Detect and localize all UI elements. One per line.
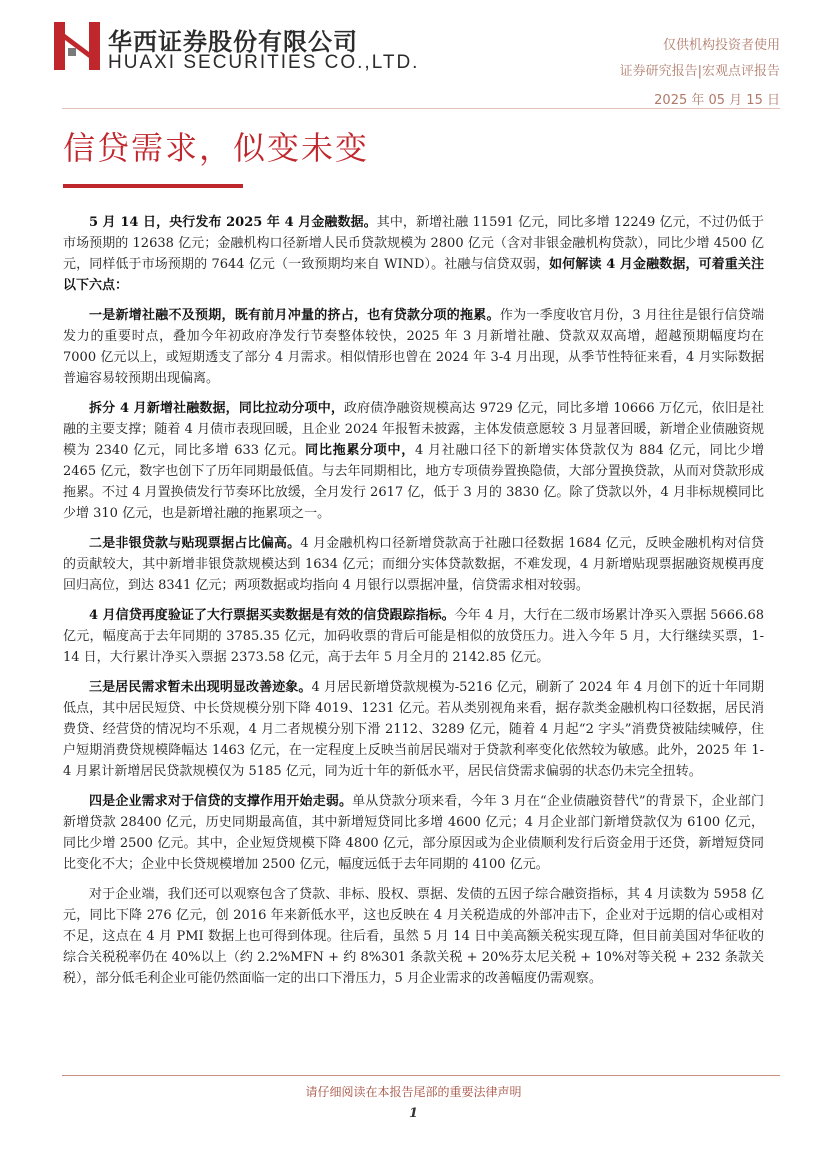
paragraph: [63, 791, 764, 875]
paragraph-highlight: 一是新增社融不及预期，既有前月冲量的挤占，也有贷款分项的拖累。: [89, 308, 500, 323]
paragraph-text: 政府债净融资规模高达 9729 亿元，同比多增 10666 万亿元，依旧是社融的主要支撑；随着 4 月债市表现回暖，且企业 2024 年报暂未披露，主体发债意愿较 3 月显著回暖，新增企业债融资规模为 2340 亿元，同比多增 633 亿元。: [63, 401, 764, 458]
paragraph-highlight: 四是企业需求对于信贷的支撑作用开始走弱。: [89, 794, 353, 809]
paragraph-text: 单从贷款分项来看，今年 3 月在“企业债融资替代”的背景下，企业部门新增贷款 28400 亿元，历史同期最高值，其中新增短贷同比多增 4600 亿元；4 月企业部门新增贷款仅为 6100 亿元，同比少增 2500 亿元。其中，企业短贷规模下降 4800 亿元，部分原因或为企业债顺利发行后资金用于还贷，新增短贷同比变化不大；企业中长贷规模增加 2500 亿元，幅度远低于去年同期的 4100 亿元。: [63, 794, 764, 872]
header-divider: [62, 108, 780, 109]
company-name-cn: 华西证券股份有限公司: [108, 28, 358, 56]
paragraph: [63, 677, 764, 782]
paragraph-text: 作为一季度收官月份，3 月往往是银行信贷端发力的重要时点，叠加今年初政府净发行节奏整体较快，2025 年 3 月新增社融、贷款双双高增，超越预期幅度均在 7000 亿元以上，或短期透支了部分 4 月需求。相似情形也曾在 2024 年 3-4 月出现，从季节性特征来看，4 月实际数据普遍容易较预期出现偏离。: [63, 308, 764, 386]
legal-disclaimer-link[interactable]: 请仔细阅读在本报告尾部的重要法律声明: [305, 1085, 522, 1099]
paragraph-text: 4 月居民新增贷款规模为-5216 亿元，刷新了 2024 年 4 月创下的近十年同期低点，其中居民短贷、中长贷规模分别下降 4019、1231 亿元。若从类别视角来看，据存款类金融机构口径数据，居民消费贷、经营贷的情况均不乐观，4 月二者规模分别下滑 2112、3289 亿元，随着 4 月起“2 字头”消费贷被陆续喊停，住户短期消费贷规模降幅达 1463 亿元，在一定程度上反映当前居民端对于贷款利率变化依然较为敏感。此外，2025 年 1-4 月累计新增居民贷款规模仅为 5185 亿元，同为近十年的新低水平，居民信贷需求偏弱的状态仍未完全扭转。: [63, 680, 764, 779]
page-number: 1: [408, 1106, 419, 1121]
report-body: [63, 212, 764, 998]
paragraph-text: 4 月金融机构口径新增贷款高于社融口径数据 1684 亿元，反映金融机构对信贷的贡献较大，其中新增非银贷款规模达到 1634 亿元；而细分实体贷款数据，不难发现，4 月新增贴现票据融资规模再度回归高位，到达 8341 亿元；两项数据或均指向 4 月银行以票据冲量，信贷需求相对较弱。: [63, 536, 764, 593]
paragraph-highlight: 如何解读 4 月金融数据，可着重关注以下六点：: [63, 257, 764, 293]
title-underline: [63, 184, 243, 188]
paragraph: [63, 605, 764, 668]
paragraph-highlight: 二是非银贷款与贴现票据占比偏高。: [89, 536, 301, 551]
paragraph-text: 今年 4 月，大行在二级市场累计净买入票据 5666.68 亿元，幅度高于去年同期的 3785.35 亿元，加码收票的背后可能是相似的放贷压力。进入今年 5 月，大行继续买票，1-14 日，大行累计净买入票据 2373.58 亿元，高于去年 5 月全月的 2142.85 亿元。: [63, 608, 764, 665]
paragraph-highlight: 4 月信贷再度验证了大行票据买卖数据是有效的信贷跟踪指标。: [89, 608, 455, 623]
footer-divider: [62, 1075, 780, 1076]
report-date: 2025 年 05 月 15 日: [654, 93, 780, 108]
paragraph: [63, 212, 764, 296]
paragraph-highlight: 拆分 4 月新增社融数据，同比拉动分项中，: [89, 401, 344, 416]
paragraph-highlight: 5 月 14 日，央行发布 2025 年 4 月金融数据。: [89, 215, 377, 230]
report-type: 证券研究报告|宏观点评报告: [619, 64, 780, 79]
paragraph-text: 4 月社融口径下的新增实体贷款仅为 884 亿元，同比少增 2465 亿元，数字也创下了历年同期最低值。与去年同期相比，地方专项债券置换隐债，大部分置换贷款，从而对贷款形成拖累。不过 4 月置换债发行节奏环比放缓，全月发行 2617 亿，低于 3 月的 3830 亿。除了贷款以外，4 月非标规模同比少增 310 亿元，也是新增社融的拖累项之一。: [63, 443, 764, 521]
paragraph-highlight: 同比拖累分项中，: [305, 443, 415, 458]
huaxi-logo-icon: [54, 22, 100, 70]
company-name-en: HUAXI SECURITIES CO.,LTD.: [108, 52, 420, 73]
paragraph-highlight: 三是居民需求暂未出现明显改善迹象。: [89, 680, 312, 695]
paragraph-text: 其中，新增社融 11591 亿元，同比多增 12249 亿元，不过仍低于市场预期的 12638 亿元；金融机构口径新增人民币贷款规模为 2800 亿元（含对非银金融机构贷款），同比少增 4500 亿元，同样低于市场预期的 7644 亿元（一致预期均来自 WIND）。社融与信贷双弱，: [63, 215, 765, 272]
paragraph: [63, 533, 764, 596]
paragraph: [63, 305, 764, 389]
report-title: 信贷需求，似变未变: [63, 129, 370, 167]
paragraph-text: 对于企业端，我们还可以观察包含了贷款、非标、股权、票据、发债的五因子综合融资指标，其 4 月读数为 5958 亿元，同比下降 276 亿元，创 2016 年来新低水平，这也反映在 4 月关税造成的外部冲击下，企业对于远期的信心或相对不足，这点在 4 月 PMI 数据上也可得到体现。往后看，虽然 5 月 14 日中美高额关税实现互降，但目前美国对华征收的综合关税税率仍在 40%以上（约 2.2%MFN + 约 8%301 条款关税 + 20%芬太尼关税 + 10%对等关税 + 232 条款关税），部分低毛利企业可能仍然面临一定的出口下滑压力，5 月企业需求的改善幅度仍需观察。: [63, 887, 764, 986]
audience-note: 仅供机构投资者使用: [662, 38, 780, 53]
paragraph: [63, 884, 764, 989]
paragraph: [63, 398, 764, 524]
